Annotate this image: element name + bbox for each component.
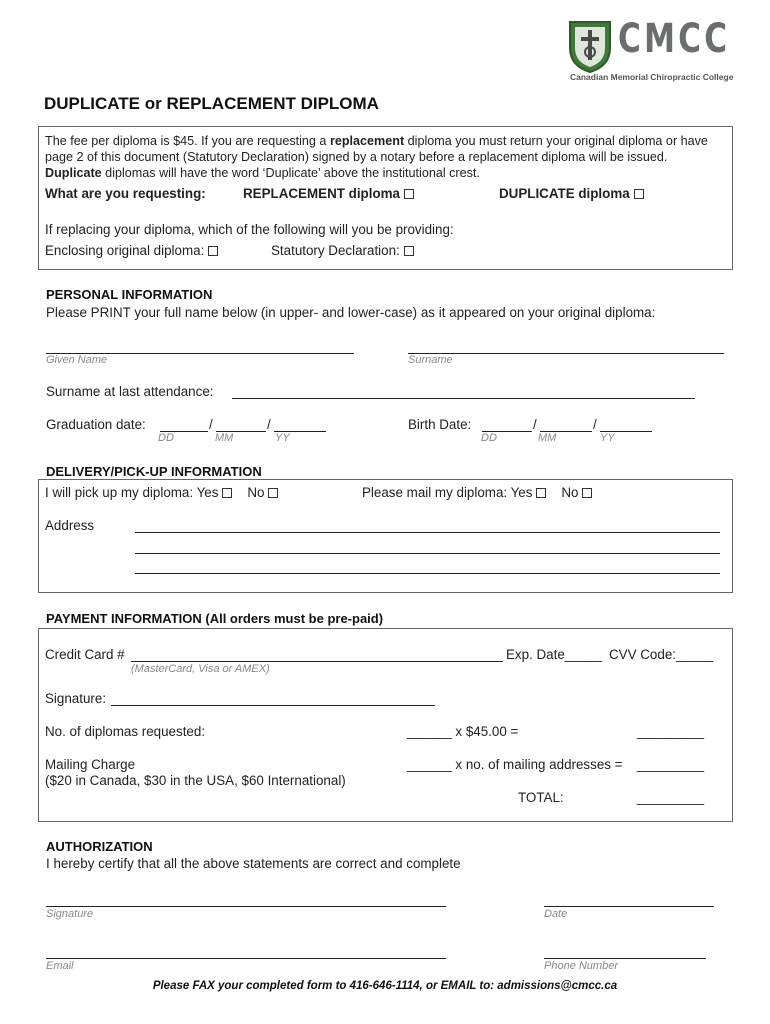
mailing-formula[interactable]: ______ x no. of mailing addresses =	[407, 757, 623, 772]
replacing-question: If replacing your diploma, which of the following will you be providing:	[45, 222, 454, 237]
auth-phone-hint: Phone Number	[544, 960, 618, 972]
pickup-row	[45, 485, 278, 500]
mail-row	[362, 485, 592, 500]
logo-college-name: Canadian Memorial Chiropractic College	[570, 72, 734, 82]
birth-slash-2: /	[593, 417, 597, 432]
address-line-3[interactable]	[135, 573, 720, 574]
exp-date-field[interactable]: Exp. Date_____	[506, 647, 603, 662]
credit-card-label: Credit Card #	[45, 647, 125, 662]
personal-heading: PERSONAL INFORMATION	[46, 287, 213, 302]
request-box	[38, 126, 733, 270]
replacement-checkbox[interactable]	[404, 189, 414, 199]
num-diplomas-label: No. of diplomas requested:	[45, 724, 206, 739]
replacement-option-label: REPLACEMENT diploma	[243, 186, 400, 201]
authorization-heading: AUTHORIZATION	[46, 839, 153, 854]
surname-last-label: Surname at last attendance:	[46, 384, 214, 399]
pickup-no-label: No	[247, 485, 265, 500]
personal-instruction: Please PRINT your full name below (in upper- and lower-case) as it appeared on your original diploma:	[46, 305, 656, 320]
pickup-yes-label: Yes	[196, 485, 219, 500]
statutory-checkbox[interactable]	[404, 246, 414, 256]
mailing-rates: ($20 in Canada, $30 in the USA, $60 International)	[45, 773, 346, 788]
enclosing-checkbox[interactable]	[208, 246, 218, 256]
mail-label: Please mail my diploma:	[362, 485, 508, 500]
payment-signature-field[interactable]	[111, 705, 435, 706]
duplicate-checkbox[interactable]	[634, 189, 644, 199]
grad-slash-1: /	[209, 417, 213, 432]
auth-phone-field[interactable]	[544, 958, 706, 959]
page-title: DUPLICATE or REPLACEMENT DIPLOMA	[44, 94, 379, 113]
mail-no-checkbox[interactable]	[582, 488, 592, 498]
credit-card-field[interactable]	[131, 661, 503, 662]
auth-signature-hint: Signature	[46, 908, 94, 920]
graduation-date-label: Graduation date:	[46, 417, 146, 432]
signature-label: Signature:	[45, 691, 107, 706]
crest-icon	[566, 18, 614, 74]
auth-email-field[interactable]	[46, 958, 446, 959]
delivery-heading: DELIVERY/PICK-UP INFORMATION	[46, 464, 262, 479]
duplicate-option-label: DUPLICATE diploma	[499, 186, 630, 201]
fee-subtotal-field[interactable]: _________	[637, 724, 705, 739]
card-types-hint: (MasterCard, Visa or AMEX)	[131, 663, 270, 675]
logo-wordmark: CMCC	[618, 16, 731, 62]
intro-text-2: diploma you must return your original diploma or have page 2 of this document (Statutory Declaration) signed by a notary before a replacement diploma will be issued.	[45, 134, 708, 164]
total-label: TOTAL:	[518, 790, 564, 805]
address-label: Address	[45, 518, 95, 533]
mailing-charge-label: Mailing Charge	[45, 757, 136, 772]
pickup-label: I will pick up my diploma:	[45, 485, 194, 500]
fee-formula[interactable]: ______ x $45.00 =	[407, 724, 519, 739]
enclosing-option[interactable]	[45, 243, 218, 258]
surname-field[interactable]	[408, 353, 724, 354]
given-name-hint: Given Name	[46, 354, 108, 366]
mail-yes-checkbox[interactable]	[536, 488, 546, 498]
pickup-yes-checkbox[interactable]	[222, 488, 232, 498]
address-line-1[interactable]	[135, 532, 720, 533]
mail-no-label: No	[561, 485, 579, 500]
intro-paragraph	[45, 133, 715, 181]
replacement-option[interactable]	[243, 186, 414, 201]
surname-hint: Surname	[408, 354, 453, 366]
birth-mm-hint: MM	[538, 432, 557, 444]
address-line-2[interactable]	[135, 553, 720, 554]
statutory-label: Statutory Declaration:	[271, 243, 400, 258]
footer-instructions: Please FAX your completed form to 416-646-1114, or EMAIL to: admissions@cmcc.ca	[152, 980, 618, 992]
mailing-subtotal-field[interactable]: _________	[637, 757, 705, 772]
auth-email-hint: Email	[46, 960, 74, 972]
grad-yy-hint: YY	[275, 432, 290, 444]
cvv-field[interactable]: CVV Code:_____	[609, 647, 714, 662]
authorization-statement: I hereby certify that all the above statements are correct and complete	[46, 856, 461, 871]
payment-heading: PAYMENT INFORMATION (All orders must be pre-paid)	[46, 611, 384, 626]
auth-date-hint: Date	[544, 908, 568, 920]
surname-last-field[interactable]	[232, 398, 695, 399]
statutory-option[interactable]	[271, 243, 414, 258]
auth-date-field[interactable]	[544, 906, 714, 907]
enclosing-label: Enclosing original diploma:	[45, 243, 205, 258]
intro-text-3: diplomas will have the word ‘Duplicate’ above the institutional crest.	[101, 166, 480, 180]
intro-duplicate-word: Duplicate	[45, 166, 102, 180]
delivery-box	[38, 479, 733, 593]
duplicate-option[interactable]	[499, 186, 644, 201]
payment-box	[38, 628, 733, 822]
birth-date-label: Birth Date:	[408, 417, 472, 432]
auth-signature-field[interactable]	[46, 906, 446, 907]
grad-slash-2: /	[267, 417, 271, 432]
pickup-no-checkbox[interactable]	[268, 488, 278, 498]
cmcc-logo	[566, 16, 734, 84]
intro-text-1: The fee per diploma is $45. If you are requesting a	[45, 134, 330, 148]
intro-replacement-word: replacement	[329, 134, 405, 148]
requesting-label: What are you requesting:	[45, 186, 206, 201]
total-field[interactable]: _________	[637, 790, 705, 805]
birth-yy-hint: YY	[600, 432, 615, 444]
grad-dd-hint: DD	[158, 432, 174, 444]
grad-mm-hint: MM	[215, 432, 234, 444]
birth-slash-1: /	[533, 417, 537, 432]
birth-dd-hint: DD	[481, 432, 497, 444]
mail-yes-label: Yes	[510, 485, 533, 500]
